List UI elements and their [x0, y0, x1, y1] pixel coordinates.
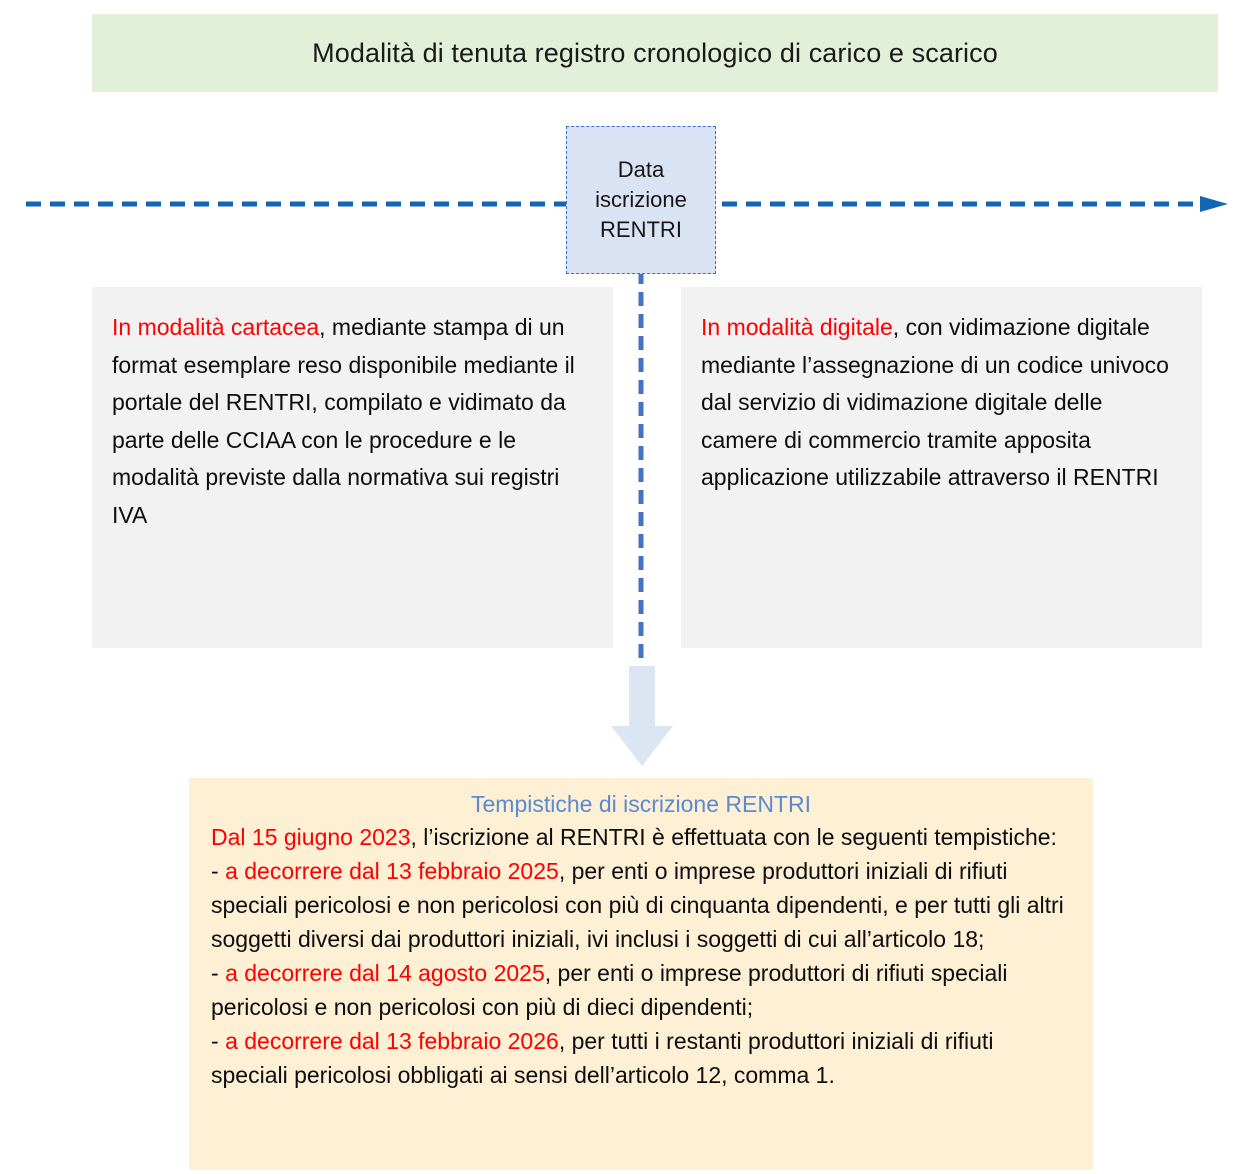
info-item-2-highlight: a decorrere dal 13 febbraio 2026 [225, 1028, 559, 1054]
panel-right-highlight: In modalità digitale [701, 314, 893, 340]
info-box-tempistiche [189, 778, 1093, 1170]
info-item-2-dash: - [211, 1028, 226, 1054]
info-intro-highlight: Dal 15 giugno 2023 [211, 824, 411, 850]
marker-line-3: RENTRI [600, 217, 682, 242]
panel-modalita-digitale [681, 287, 1202, 648]
marker-line-1: Data [617, 157, 665, 182]
timeline-arrowhead [1200, 196, 1228, 212]
page-title: Modalità di tenuta registro cronologico di carico e scarico [312, 37, 998, 68]
info-list-item [211, 854, 1071, 956]
panel-left-paragraph [112, 309, 593, 534]
panel-left-body: , mediante stampa di un format esemplare reso disponibile mediante il portale del RENTRI, compilato e vidimato da parte delle CCIAA con le procedure e le modalità previste dalla normativa sui registri IVA [112, 314, 575, 528]
info-intro-paragraph [211, 820, 1071, 854]
info-list-item [211, 1024, 1071, 1092]
info-list-item [211, 956, 1071, 1024]
info-item-1-text: , per enti o imprese produttori di rifiuti speciali pericolosi e non pericolosi con più di dieci dipendenti; [211, 960, 1008, 1020]
info-item-2-text: , per tutti i restanti produttori iniziali di rifiuti speciali pericolosi obbligati ai sensi dell’articolo 12, comma 1. [211, 1028, 994, 1088]
page-title-banner [92, 14, 1218, 92]
panel-right-body: , con vidimazione digitale mediante l’assegnazione di un codice univoco dal servizio di vidimazione digitale delle camere di commercio tramite apposita applicazione utilizzabile attraverso il RENTRI [701, 314, 1169, 490]
info-item-1-highlight: a decorrere dal 14 agosto 2025 [225, 960, 545, 986]
panel-left-highlight: In modalità cartacea [112, 314, 320, 340]
panel-modalita-cartacea [92, 287, 613, 648]
vertical-dashed-divider [638, 270, 644, 662]
down-arrow-icon [611, 666, 673, 766]
info-intro-text: , l’iscrizione al RENTRI è effettuata con le seguenti tempistiche: [410, 824, 1057, 850]
info-box-title: Tempistiche di iscrizione RENTRI [471, 791, 811, 817]
marker-line-2: iscrizione [595, 187, 687, 212]
info-item-0-text: , per enti o imprese produttori iniziali di rifiuti speciali pericolosi e non pericolosi con più di cinquanta dipendenti, e per tutti gli altri soggetti diversi dai produttori iniziali, ivi inclusi i soggetti di cui all’articolo 18; [211, 858, 1064, 952]
timeline-marker-box [566, 126, 716, 274]
panel-right-paragraph [701, 309, 1182, 497]
info-item-0-dash: - [211, 858, 226, 884]
info-item-0-highlight: a decorrere dal 13 febbraio 2025 [225, 858, 559, 884]
info-item-1-dash: - [211, 960, 226, 986]
